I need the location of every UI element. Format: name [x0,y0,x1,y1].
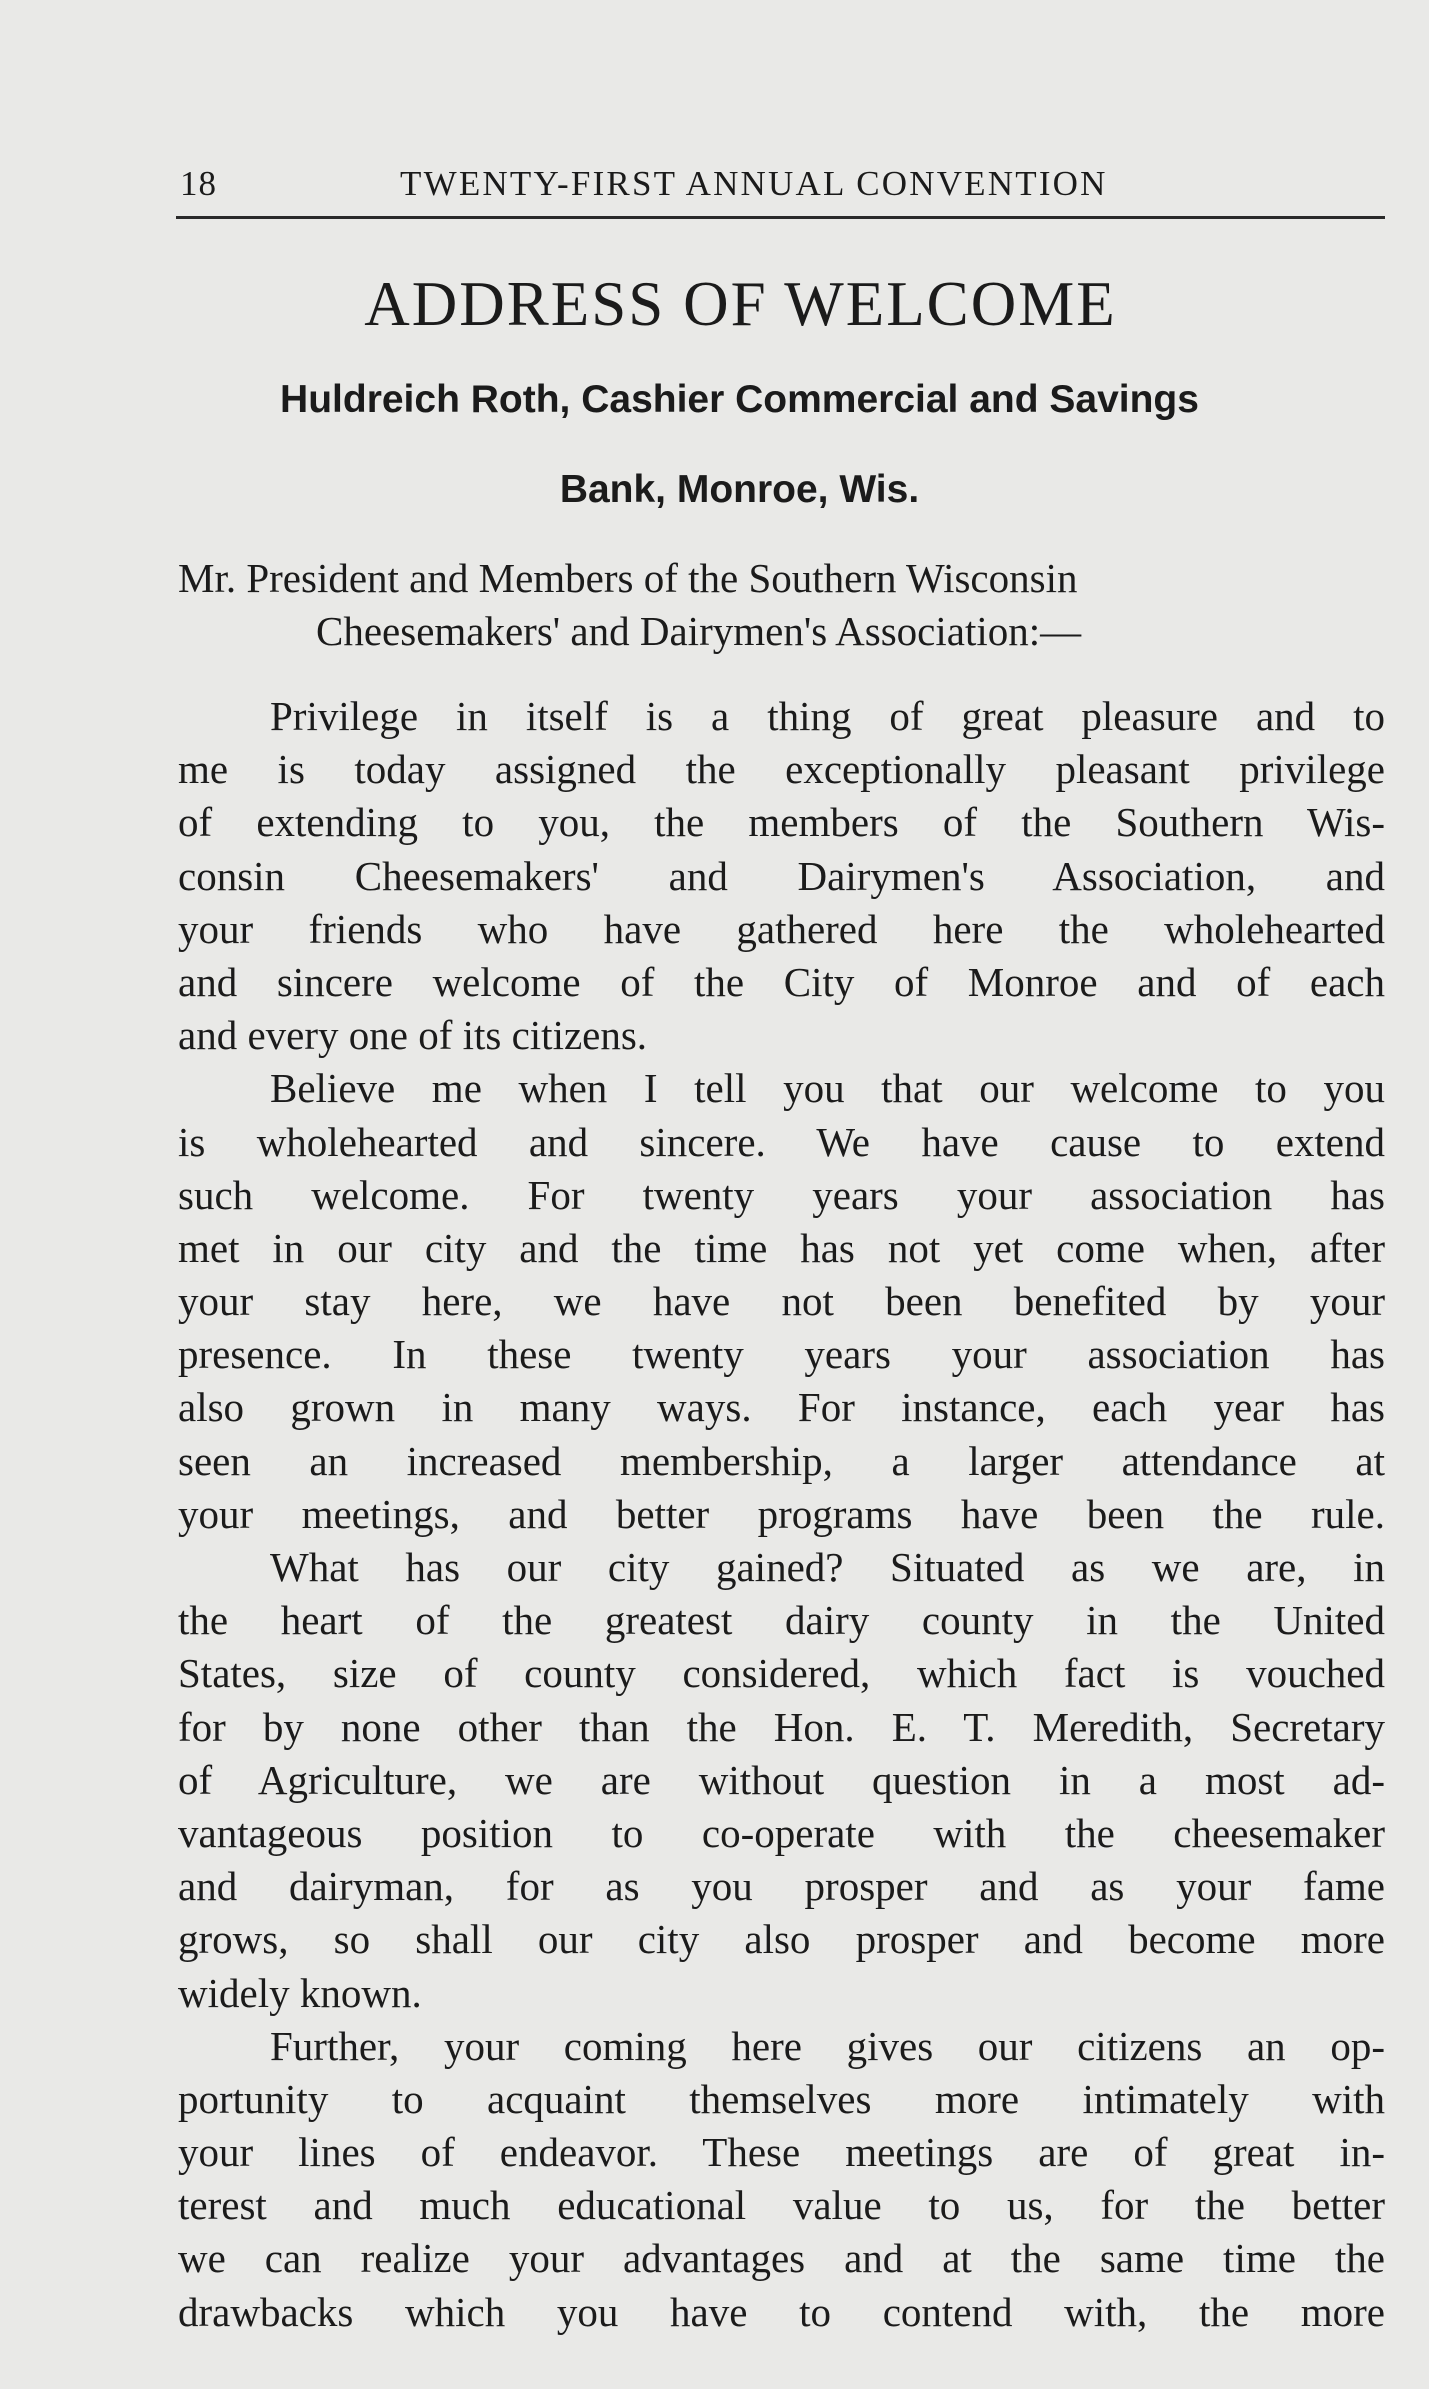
body-line: your stay here, we have not been benefited by your [178,1278,1385,1325]
body-line: drawbacks which you have to contend with, the more [178,2288,1385,2335]
body-line: Further, your coming here gives our citizens an op- [270,2022,1385,2069]
salutation [178,552,1388,658]
body-line: your friends who have gathered here the wholehearted [178,905,1385,952]
body-line: and sincere welcome of the City of Monroe and of each [178,958,1385,1005]
body-line: also grown in many ways. For instance, each year has [178,1384,1385,1431]
body-line: me is today assigned the exceptionally pleasant privilege [178,746,1385,793]
body-line: of Agriculture, we are without question in a most ad- [178,1756,1385,1803]
article-title: ADDRESS OF WELCOME [364,269,1117,339]
body-line: is wholehearted and sincere. We have cause to extend [178,1118,1385,1165]
body-line: your meetings, and better programs have been the rule. [178,1490,1385,1537]
body-line: met in our city and the time has not yet come when, after [178,1224,1385,1271]
running-title: TWENTY-FIRST ANNUAL CONVENTION [400,164,1108,203]
running-header [176,158,1385,214]
salutation-line-2: Cheesemakers' and Dairymen's Association:— [316,608,1082,654]
body-line: portunity to acquaint themselves more intimately with [178,2075,1385,2122]
body-line: vantageous position to co-operate with the cheesemaker [178,1809,1385,1856]
body-line: the heart of the greatest dairy county in the United [178,1597,1385,1644]
body-line: terest and much educational value to us, for the better [178,2182,1385,2229]
body-line: widely known. [178,1969,422,2016]
body-line: States, size of county considered, which fact is vouched [178,1650,1385,1697]
header-rule [176,216,1385,219]
body-line: consin Cheesemakers' and Dairymen's Association, and [178,852,1385,899]
body-line: we can realize your advantages and at the same time the [178,2235,1385,2282]
body-line: and dairyman, for as you prosper and as your fame [178,1863,1385,1910]
body-line: of extending to you, the members of the Southern Wis- [178,799,1385,846]
article-body [178,690,1385,2339]
byline-line-1: Huldreich Roth, Cashier Commercial and Savings [280,378,1199,421]
body-line: and every one of its citizens. [178,1012,648,1059]
body-line: such welcome. For twenty years your association has [178,1171,1385,1218]
salutation-line-1: Mr. President and Members of the Southern Wisconsin [178,555,1078,601]
body-line: your lines of endeavor. These meetings are of great in- [178,2129,1385,2176]
body-line: seen an increased membership, a larger attendance at [178,1437,1385,1484]
body-line: What has our city gained? Situated as we are, in [270,1544,1385,1590]
page-number: 18 [180,164,217,203]
body-line: Privilege in itself is a thing of great pleasure and to [270,693,1385,739]
body-line: Believe me when I tell you that our welcome to you [270,1065,1385,1112]
body-line: for by none other than the Hon. E. T. Meredith, Secretary [178,1703,1385,1750]
body-line: presence. In these twenty years your association has [178,1331,1385,1378]
byline-line-2: Bank, Monroe, Wis. [559,468,920,511]
body-line: grows, so shall our city also prosper and become more [178,1916,1385,1963]
